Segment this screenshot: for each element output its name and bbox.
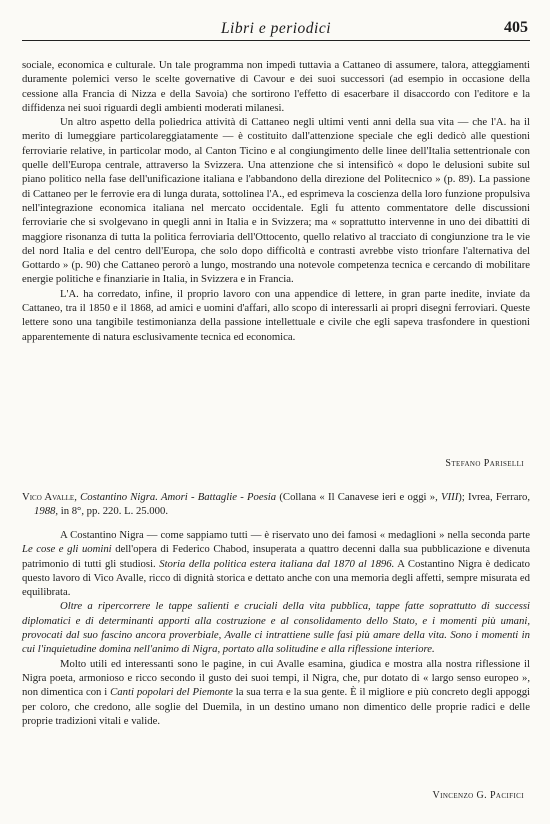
text-run: A Costantino Nigra — come sappiamo tutti — è riservato uno dei famosi « medaglioni » nella seconda parte xyxy=(60,529,530,541)
volume-number: VIII xyxy=(441,491,459,503)
bibliographic-entry xyxy=(22,490,530,519)
page-number: 405 xyxy=(504,19,528,36)
text-run: dell'opera di Federico Chabod, insuperata a quattro decenni dalla sua pubblicazione e divenuta patrimonio di tutti gli studiosi. xyxy=(22,543,530,570)
publisher: ); Ivrea, Ferraro, xyxy=(458,491,531,503)
reviewer-signature: Vincenzo G. Pacifici xyxy=(432,790,524,801)
cited-title: Canti popolari del Piemonte xyxy=(110,686,233,699)
text-run: Oltre a ripercorrere le tappe salienti e cruciali della vita pubblica, tappe fatte soprattutto di successi diplomatici e di determinanti apporti alla costruzione e al consolidamento dello Stato, e i momenti più umani, provocati dal suo fascino ancora proverbiale, Avalle ci intrattiene sulle fasi più amare della vita. Sono i momenti in cui l'inquietudine domina nell'animo di Nigra, portato alla solitudine e alla riflessione interiore. xyxy=(22,600,530,656)
text-run: la sua terra e la sua gente. È il migliore e più concreto degli appoggi per coloro, che credono, alle soglie del Duemila, in un destino umano non dimentico delle proprie radici e delle proprie tradizioni vitali e valide. xyxy=(22,686,531,727)
paragraph xyxy=(22,657,530,728)
paragraph xyxy=(22,528,530,599)
paragraph: Un altro aspetto della poliedrica attività di Cattaneo negli ultimi venti anni della sua vita — che l'A. ha il merito di lumeggiare particolareggiatamente — è costituito dall'attenzione speciale che egli dedicò alle questioni ferroviarie relative, in particolar modo, al Canton Ticino e al congiungimento delle linee dell'Italia settentrionale con quelle dell'Europa centrale, attraverso la Svizzera. Una attenzione che si intensificò « dopo le delusioni subite sul piano politico nella fase dell'unificazione italiana e l'abbandono della direzione del Politecnico » (p. 89). La passione di Cattaneo per le ferrovie era di lunga durata, sottolinea l'A., ed esprimeva la coscienza della loro funzione propulsiva nell'integrazione economica italiana nel mercato occidentale. Egli fu attento commentatore delle discussioni ferroviarie che si svolgevano in quegli anni in Italia e in Svizzera; ma « soprattutto intervenne in uno dei dibattiti di maggiore risonanza di tutta la politica ferroviaria dell'Ottocento, quello relativo al tracciato di congiunzione tra le vie del nord Italia e del centro dell'Europa, che solo dopo difficoltà e contrasti avrebbe visto trionfare l'alternativa del Gottardo » (p. 90) che Cattaneo perorò a lungo, mostrando una notevole competenza tecnica e cercando di mobilitare energie politiche e finanziarie in Italia, in Svizzera e in Francia. xyxy=(22,116,530,286)
paragraph xyxy=(22,599,530,656)
running-title: Libri e periodici xyxy=(220,20,332,37)
paragraph: sociale, economica e culturale. Un tale programma non impedì tuttavia a Cattaneo di assumere, talora, atteggiamenti duramente polemici verso le scelte governative di Cavour e dei suoi successori (ad esempio in occasione della cessione alla Francia di Nizza e della Savoia) che sortirono l'effetto di esacerbare il disaccordo con l'editore e la diffidenza nei suoi riguardi degli ambienti moderati milanesi. xyxy=(22,59,530,114)
citation xyxy=(22,490,530,519)
format-price: in 8°, pp. 220. L. 25.000. xyxy=(60,505,169,518)
review-nigra xyxy=(22,528,530,728)
paragraph: L'A. ha corredato, infine, il proprio lavoro con una appendice di lettere, in gran parte inedite, inviate da Cattaneo, tra il 1850 e il 1868, ad amici e uomini d'affari, allo scopo di interessarli ai propri disegni ferroviari. Queste lettere sono una tangibile testimonianza della passione intellettuale e civile che egli sapeva trasfondere in questioni apparentemente di natura esclusivamente tecnica ed economica. xyxy=(22,287,530,343)
review-cattaneo xyxy=(22,58,530,344)
book-title: Costantino Nigra. Amori - Battaglie - Poesia xyxy=(80,491,277,503)
page-header xyxy=(22,14,530,41)
series: (Collana « Il Canavese ieri e oggi », xyxy=(279,491,438,503)
publication-year: 1988, xyxy=(34,505,59,518)
reviewer-signature: Stefano Pariselli xyxy=(445,458,524,469)
text-run: A Costantino Nigra è dedicato questo lavoro di Vico Avalle, ricco di dignità storica e dettato anche con una memoria degli affetti, sempre misurata ed equilibrata. xyxy=(22,557,530,599)
book-author: Vico Avalle, xyxy=(22,491,77,503)
cited-title: Storia della politica estera italiana dal 1870 al 1896. xyxy=(159,557,395,570)
text-run: Molto utili ed interessanti sono le pagine, in cui Avalle esamina, giudica e mostra alla nostra riflessione il Nigra poeta, armonioso e ricco secondo il gusto dei suoi tempi, il Nigra, che, pur dotato di « largo senso europeo », non dimentica con i xyxy=(22,657,530,699)
cited-title: Le cose e gli uomini xyxy=(22,543,112,556)
